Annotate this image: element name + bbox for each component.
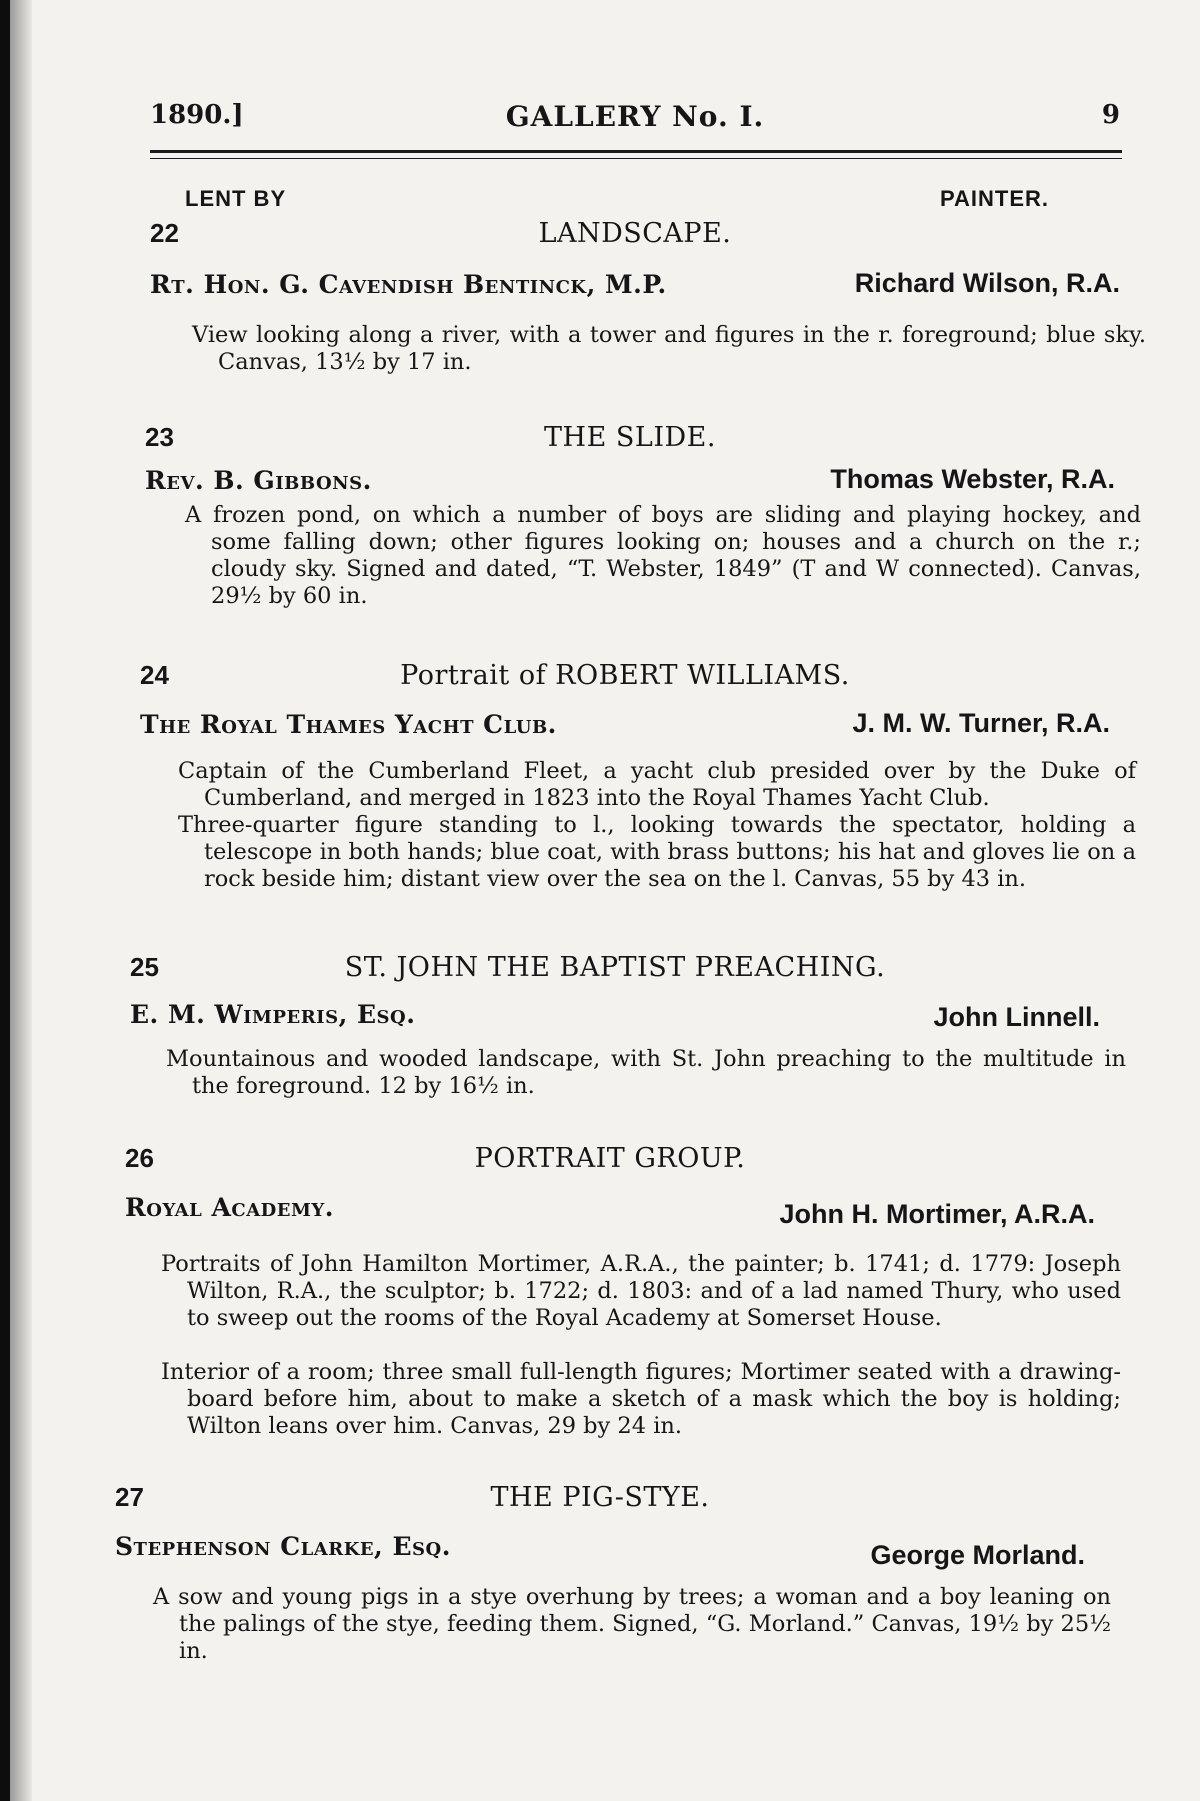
- entry-painter: J. M. W. Turner, R.A.: [852, 708, 1110, 738]
- entry-description-2: Three-quarter figure standing to l., looking towards the spectator, holding a telescope in both hands; blue coat, with brass buttons; his hat and gloves lie on a rock beside him; distant view over the sea on the l. Canvas, 55 by 43 in.: [178, 812, 1136, 892]
- entry-title: ST. JOHN THE BAPTIST PREACHING.: [344, 952, 886, 983]
- page-header: [150, 100, 1120, 140]
- entry-description: A sow and young pigs in a stye overhung by trees; a woman and a boy leaning on the palings of the stye, feeding them. Signed, “G. Morland.” Canvas, 19½ by 25½ in.: [153, 1584, 1111, 1664]
- entry-lender: Royal Academy.: [125, 1193, 334, 1222]
- header-year: 1890.]: [150, 100, 244, 130]
- entry-title: THE SLIDE.: [544, 422, 716, 453]
- entry-description-2: Interior of a room; three small full-length figures; Mortimer seated with a drawing-board before him, about to make a sketch of a mask which the boy is holding; Wilton leans over him. Canvas, 29 by 24 in.: [161, 1359, 1121, 1439]
- entry-lender: Rev. B. Gibbons.: [145, 466, 372, 495]
- catalogue-entry-26: [125, 1143, 1121, 1463]
- entry-lender: Stephenson Clarke, Esq.: [115, 1532, 451, 1561]
- entry-description-1: Portraits of John Hamilton Mortimer, A.R.A., the painter; b. 1741; d. 1779: Joseph Wilton, R.A., the sculptor; b. 1722; d. 1803: and of a lad named Thury, who used to sweep out the rooms of the Royal Academy at Somerset House.: [161, 1251, 1121, 1331]
- header-title: GALLERY No. I.: [505, 100, 765, 133]
- entry-painter: John H. Mortimer, A.R.A.: [779, 1199, 1095, 1229]
- entry-title: Portrait of ROBERT WILLIAMS.: [400, 660, 850, 691]
- column-head-lent-by: LENT BY: [185, 186, 287, 211]
- entry-painter: George Morland.: [870, 1540, 1085, 1570]
- catalogue-entry-27: [115, 1482, 1111, 1682]
- entry-number: 27: [115, 1482, 144, 1512]
- header-rule-thin: [150, 158, 1122, 159]
- catalogue-entry-25: [130, 952, 1126, 1112]
- entry-number: 24: [140, 660, 169, 690]
- entry-number: 25: [130, 952, 159, 982]
- catalogue-page: [10, 0, 1200, 1801]
- catalogue-entry-23: [145, 422, 1141, 622]
- entry-title: THE PIG-STYE.: [490, 1482, 710, 1513]
- entry-painter: Richard Wilson, R.A.: [854, 268, 1120, 298]
- entry-lender: Rt. Hon. G. Cavendish Bentinck, M.P.: [150, 270, 667, 299]
- entry-description: View looking along a river, with a tower and figures in the r. foreground; blue sky. Canvas, 13½ by 17 in.: [192, 322, 1146, 375]
- page-number: 9: [1101, 100, 1120, 130]
- catalogue-entry-22: [150, 218, 1146, 378]
- entry-description: Mountainous and wooded landscape, with St. John preaching to the multitude in the foreground. 12 by 16½ in.: [166, 1046, 1126, 1099]
- entry-description: A frozen pond, on which a number of boys are sliding and playing hockey, and some falling down; other figures looking on; houses and a church on the r.; cloudy sky. Signed and dated, “T. Webster, 1849” (T and W connected). Canvas, 29½ by 60 in.: [185, 502, 1141, 609]
- header-rule-thick: [150, 150, 1122, 153]
- book-spine-shadow: [10, 0, 32, 1801]
- entry-number: 22: [150, 218, 179, 248]
- entry-title: PORTRAIT GROUP.: [474, 1143, 746, 1174]
- entry-painter: John Linnell.: [933, 1002, 1100, 1032]
- entry-lender: The Royal Thames Yacht Club.: [140, 710, 557, 739]
- entry-description-1: Captain of the Cumberland Fleet, a yacht club presided over by the Duke of Cumberland, and merged in 1823 into the Royal Thames Yacht Club.: [178, 758, 1136, 811]
- entry-painter: Thomas Webster, R.A.: [830, 464, 1115, 494]
- column-head-painter: PAINTER.: [940, 186, 1050, 211]
- entry-lender: E. M. Wimperis, Esq.: [130, 1000, 416, 1029]
- entry-number: 23: [145, 422, 174, 452]
- catalogue-entry-24: [140, 660, 1136, 930]
- entry-number: 26: [125, 1143, 154, 1173]
- entry-title: LANDSCAPE.: [538, 218, 732, 249]
